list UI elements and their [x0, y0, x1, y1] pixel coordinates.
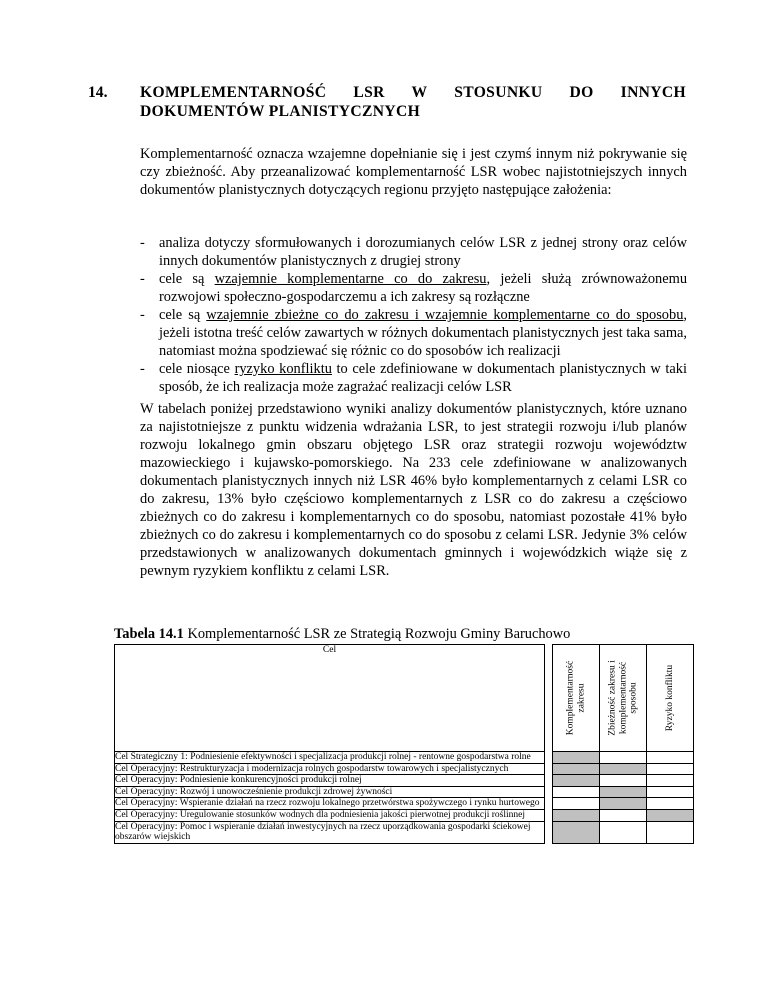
- intro-paragraph: Komplementarność oznacza wzajemne dopełnianie się i jest czymś innym niż pokrywanie się czy zbieżność. Aby przeanalizować komplementarność LSR wobec najistotniejszych innych dokumentów planistycznych dotyczących regionu przyjęto następujące założenia:: [140, 146, 687, 198]
- assumption-item: [140, 360, 687, 396]
- table-row: [115, 821, 694, 843]
- complementarity-table: [114, 644, 694, 844]
- ryzyko-cell: [647, 775, 694, 787]
- column-header-zbieznosc: [600, 645, 647, 752]
- zbieznosc-cell: [600, 821, 647, 843]
- goal-cell: Cel Operacyjny: Rozwój i unowocześnienie produkcji zdrowej żywności: [115, 786, 545, 798]
- row-spacer: [545, 763, 553, 775]
- assumption-text-rest: to cele zdefiniowane w dokumentach planistycznych w taki sposób, że ich realizacja może zagrażać realizacji celów LSR: [159, 361, 687, 395]
- komplementarnosc-cell-marked: [553, 775, 600, 787]
- row-spacer: [545, 798, 553, 810]
- table-caption-label: Tabela 14.1: [114, 626, 184, 642]
- goal-cell: Cel Strategiczny 1: Podniesienie efektywności i specjalizacja produkcji rolnej - rentowne gospodarstwa rolne: [115, 752, 545, 764]
- assumption-text: analiza dotyczy sformułowanych i dorozumianych celów LSR z jednej strony oraz celów innych dokumentów planistycznych z drugiej strony: [159, 235, 687, 269]
- assumption-term: ryzyko konfliktu: [234, 361, 332, 377]
- ryzyko-cell-marked: [647, 809, 694, 821]
- komplementarnosc-cell-marked: [553, 763, 600, 775]
- column-header-ryzyko: [647, 645, 694, 752]
- zbieznosc-cell: [600, 752, 647, 764]
- list-dash: -: [140, 235, 145, 251]
- table-row: [115, 798, 694, 810]
- section-number: 14.: [88, 84, 108, 101]
- ryzyko-cell: [647, 763, 694, 775]
- assumption-text: cele są: [159, 307, 207, 323]
- zbieznosc-cell-marked: [600, 798, 647, 810]
- table-body: [115, 752, 694, 844]
- goal-cell: Cel Operacyjny: Podniesienie konkurencyjności produkcji rolnej: [115, 775, 545, 787]
- goal-cell: Cel Operacyjny: Wspieranie działań na rzecz rozwoju lokalnego przetwórstwa spożywczego i rynku hurtowego: [115, 798, 545, 810]
- komplementarnosc-cell-marked: [553, 809, 600, 821]
- assumption-item: [140, 306, 687, 360]
- zbieznosc-cell-marked: [600, 763, 647, 775]
- ryzyko-cell: [647, 752, 694, 764]
- assumption-item: [140, 234, 687, 270]
- column-header-komplementarnosc-label: Komplementarność zakresu: [565, 660, 586, 736]
- zbieznosc-cell-marked: [600, 786, 647, 798]
- zbieznosc-cell: [600, 809, 647, 821]
- goal-cell: Cel Operacyjny: Pomoc i wspieranie działań inwestycyjnych na rzecz uporządkowania gospodarki ściekowej obszarów wiejskich: [115, 821, 545, 843]
- table-header-row: [115, 645, 694, 752]
- list-dash: -: [140, 271, 145, 287]
- table-row: [115, 809, 694, 821]
- row-spacer: [545, 786, 553, 798]
- assumption-text-rest: , jeżeli służą zrównoważonemu rozwojowi społeczno-gospodarczemu a ich zakresy są rozłączne: [159, 271, 688, 305]
- row-spacer: [545, 821, 553, 843]
- ryzyko-cell: [647, 821, 694, 843]
- goal-cell: Cel Operacyjny: Uregulowanie stosunków wodnych dla podniesienia jakości pierwotnej produkcji roślinnej: [115, 809, 545, 821]
- assumption-text-rest: , jeżeli istotna treść celów zawartych w różnych dokumentach planistycznych jest taka sama, natomiast można spodziewać się różnic co do sposobów ich realizacji: [159, 307, 687, 359]
- komplementarnosc-cell: [553, 786, 600, 798]
- column-header-ryzyko-label: Ryzyko konfliktu: [664, 664, 675, 732]
- row-spacer: [545, 809, 553, 821]
- table-caption-text: Komplementarność LSR ze Strategią Rozwoju Gminy Baruchowo: [183, 626, 571, 642]
- column-spacer: [545, 645, 553, 752]
- assumption-text: cele niosące: [159, 361, 235, 377]
- table-row: [115, 752, 694, 764]
- row-spacer: [545, 775, 553, 787]
- assumption-term: wzajemnie zbieżne co do zakresu i wzajemnie komplementarne co do sposobu: [206, 307, 684, 323]
- ryzyko-cell: [647, 786, 694, 798]
- table-caption: [114, 625, 674, 643]
- list-dash: -: [140, 361, 145, 377]
- results-paragraph: W tabelach poniżej przedstawiono wyniki analizy dokumentów planistycznych, które uznano za najistotniejsze z punktu widzenia wdrażania LSR, to jest strategii rozwoju i/lub planów rozwoju lokalnego gmin obszaru objętego LSR oraz strategii rozwoju województw mazowieckiego i kujawsko-pomorskiego. Na 233 cele zdefiniowane w analizowanych dokumentach planistycznych innych niż LSR 46% było komplementarnych z celami LSR co do zakresu, 13% było częściowo komplementarnych z LSR co do zakresu a częściowo zbieżnych co do zakresu i komplementarnych co do sposobu, natomiast pozostałe 41% było zbieżnych co do zakresu i komplementarnych co do sposobu z celami LSR. Jedynie 3% celów przedstawionych w analizowanych dokumentach gminnych i wojewódzkich wiąże się z pewnym ryzykiem konfliktu z celami LSR.: [140, 401, 687, 579]
- assumption-term: wzajemnie komplementarne co do zakresu: [214, 271, 487, 287]
- zbieznosc-cell: [600, 775, 647, 787]
- table-row: [115, 786, 694, 798]
- ryzyko-cell: [647, 798, 694, 810]
- column-header-komplementarnosc: [553, 645, 600, 752]
- komplementarnosc-cell: [553, 798, 600, 810]
- assumption-item: [140, 270, 687, 306]
- list-dash: -: [140, 307, 145, 323]
- table-row: [115, 775, 694, 787]
- section-title: KOMPLEMENTARNOŚĆ LSR W STOSUNKU DO INNYCH DOKUMENTÓW PLANISTYCZNYCH: [140, 84, 686, 120]
- assumptions-list: [140, 234, 687, 396]
- column-header-zbieznosc-label: Zbieżność zakresu i komplementarność sposobu: [607, 660, 639, 736]
- row-spacer: [545, 752, 553, 764]
- goal-cell: Cel Operacyjny: Restrukturyzacja i modernizacja rolnych gospodarstw towarowych i specjalistycznych: [115, 763, 545, 775]
- komplementarnosc-cell-marked: [553, 821, 600, 843]
- column-header-cel: Cel: [115, 645, 545, 752]
- komplementarnosc-cell-marked: [553, 752, 600, 764]
- table-row: [115, 763, 694, 775]
- assumption-text: cele są: [159, 271, 215, 287]
